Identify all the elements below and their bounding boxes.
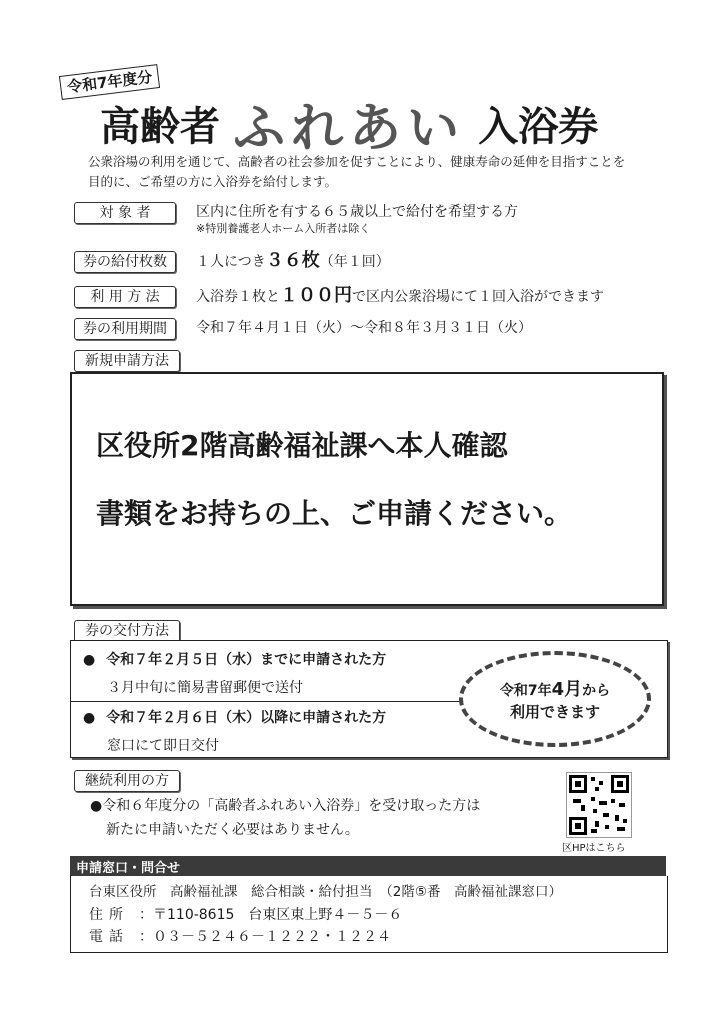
- continuing-label: 継続利用の方: [74, 770, 180, 792]
- intro-text: [88, 152, 625, 192]
- title-mid: ふれあい: [233, 99, 466, 159]
- address-value: ：〒110-8615 台東区東上野４－５－６: [139, 907, 403, 923]
- delivery-item-1-title: [83, 649, 386, 669]
- phone-label: 電話: [89, 929, 129, 945]
- availability-badge: [459, 651, 651, 747]
- badge-month: 4月: [551, 679, 583, 700]
- count-num: ３６枚: [265, 250, 320, 271]
- delivery-item-2-title: [83, 707, 386, 727]
- availability-badge-line-1: [463, 675, 647, 701]
- usage-num: １００円: [280, 285, 352, 306]
- delivery-box: [70, 640, 668, 758]
- contact-box: [70, 876, 668, 953]
- address-label: 住所: [89, 907, 129, 923]
- delivery-divider: [71, 701, 461, 702]
- delivery-label: 券の交付方法: [74, 620, 180, 642]
- title-right: 入浴券: [478, 104, 599, 150]
- availability-badge-line-2: 利用できます: [509, 703, 600, 721]
- continuing-line-2: 新たに申請いただく必要はありません。: [106, 822, 359, 838]
- title-left: 高齢者: [100, 104, 220, 150]
- target-label: 対 象 者: [74, 202, 176, 224]
- page-title: [100, 86, 599, 159]
- continuing-line-1: ●令和６年度分の「高齢者ふれあい入浴券」を受け取った方は: [90, 798, 481, 814]
- phone-value: ：０３－５２４６－１２２２・１２２４: [139, 929, 391, 945]
- new-application-box: [70, 372, 664, 606]
- delivery-item-2-detail: 窓口にて即日交付: [107, 738, 219, 754]
- target-note: ※特別養護老人ホーム入所者は除く: [196, 222, 371, 235]
- usage-value: [196, 284, 604, 309]
- delivery-item-1-detail: ３月中旬に簡易書留郵便で送付: [107, 680, 303, 696]
- count-value: [196, 249, 390, 274]
- usage-label: 利 用 方 法: [74, 286, 176, 308]
- usage-post: で区内公衆浴場にて１回入浴ができます: [352, 289, 604, 305]
- new-application-line-2: 書類をお持ちの上、ご申請ください。: [96, 497, 573, 530]
- intro-line-1: 公衆浴場の利用を通じて、高齢者の社会参加を促すことにより、健康寿命の延伸を目指すことを: [88, 154, 626, 169]
- badge-pre: 令和7年: [499, 683, 552, 699]
- contact-address: [89, 904, 402, 924]
- target-value: 区内に住所を有する６５歳以上で給付を希望する方: [196, 204, 518, 220]
- bullet-icon: ●: [83, 652, 96, 668]
- delivery-item-1-title-text: 令和７年２月５日（水）までに申請された方: [106, 652, 387, 668]
- qr-caption: 区HPはこちら: [562, 843, 626, 854]
- count-pre: １人につき: [196, 254, 266, 270]
- bullet-icon: ●: [83, 710, 96, 726]
- qr-code[interactable]: [566, 772, 632, 838]
- new-application-label: 新規申請方法: [74, 350, 180, 372]
- period-label: 券の利用期間: [74, 318, 176, 340]
- count-post: （年１回）: [319, 254, 390, 270]
- badge-post: から: [582, 683, 611, 699]
- count-label: 券の給付枚数: [74, 251, 176, 273]
- new-application-line-1: 区役所2階高齢福祉課へ本人確認: [96, 429, 508, 462]
- qr-icon: [567, 773, 631, 837]
- contact-phone: [89, 926, 391, 946]
- period-value: 令和７年４月１日（火）～令和８年３月３１日（火）: [196, 320, 532, 336]
- intro-line-2: 目的に、ご希望の方に入浴券を給付します。: [88, 174, 338, 189]
- contact-header: [70, 856, 666, 876]
- contact-office: 台東区役所 高齢福祉課 総合相談・給付担当 （2階⑤番 高齢福祉課窓口）: [89, 884, 562, 900]
- year-tag: 令和7年度分: [59, 64, 161, 100]
- delivery-item-2-title-text: 令和７年２月６日（木）以降に申請された方: [106, 710, 387, 726]
- usage-pre: 入浴券１枚と: [196, 289, 280, 305]
- contact-label: 申請窓口・問合せ: [76, 861, 181, 876]
